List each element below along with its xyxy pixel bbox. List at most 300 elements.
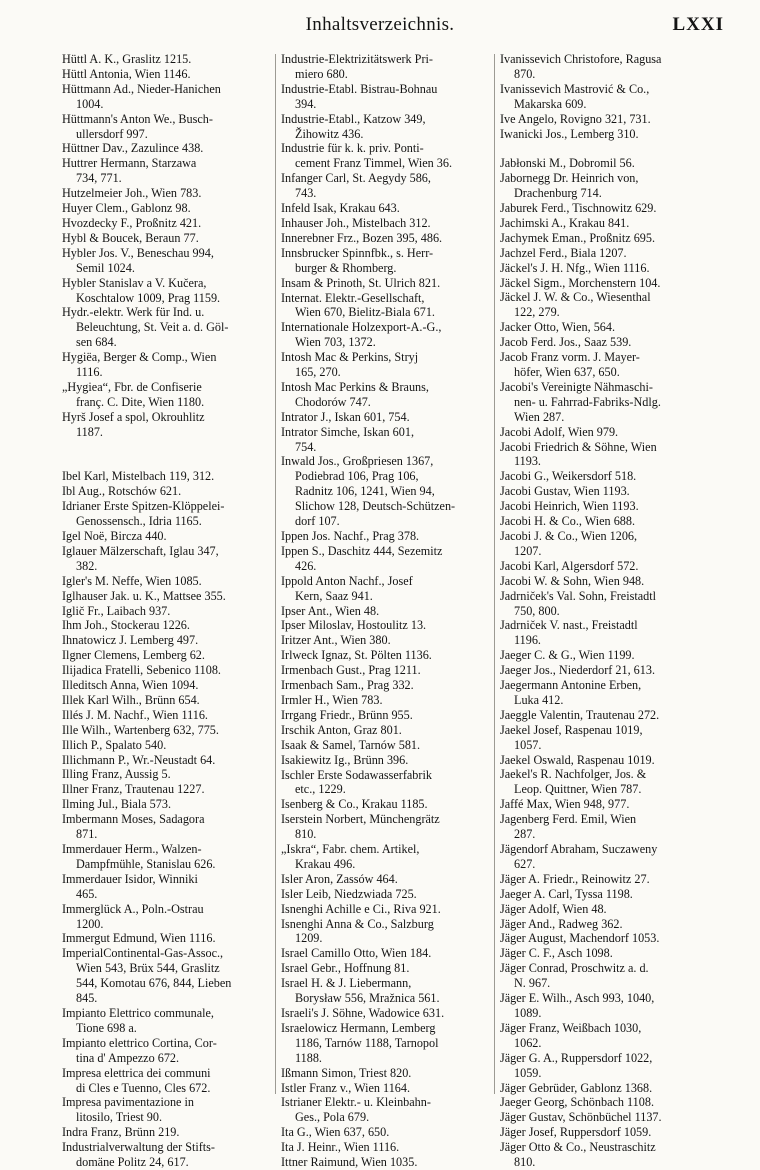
index-entry-line: Hybler Jos. V., Beneschau 994, bbox=[62, 245, 214, 260]
index-entry-line: Illich P., Spalato 540. bbox=[62, 737, 167, 752]
index-entry-line: Impianto elettrico Cortina, Cor- bbox=[62, 1035, 217, 1050]
index-entry bbox=[62, 708, 274, 723]
index-entry bbox=[62, 1066, 274, 1096]
index-columns bbox=[62, 52, 734, 1170]
index-entry-line: Jäger Adolf, Wien 48. bbox=[500, 901, 607, 916]
index-entry bbox=[281, 1006, 493, 1021]
index-entry bbox=[281, 648, 493, 663]
index-entry bbox=[500, 112, 730, 127]
index-entry-line: Jäger G. A., Ruppersdorf 1022, bbox=[500, 1050, 653, 1065]
index-entry-line: Jacobi Gustav, Wien 1193. bbox=[500, 484, 630, 499]
index-entry-continuation: 465. bbox=[76, 886, 98, 901]
index-entry bbox=[500, 1095, 730, 1110]
index-entry-line: Impresa pavimentazione in bbox=[62, 1095, 194, 1110]
index-entry bbox=[281, 917, 493, 947]
index-entry bbox=[62, 872, 274, 902]
index-entry bbox=[62, 1095, 274, 1125]
index-entry-line: Innerebner Frz., Bozen 395, 486. bbox=[281, 230, 443, 245]
index-entry-line: Jäger Gustav, Schönbüchel 1137. bbox=[500, 1110, 662, 1125]
index-entry-line: Israeli's J. Söhne, Wadowice 631. bbox=[281, 1006, 445, 1020]
index-entry-line: Intosh Mac & Perkins, Stryj bbox=[281, 350, 419, 365]
index-entry-line: Hüttl Antonia, Wien 1146. bbox=[62, 66, 191, 81]
index-entry bbox=[281, 529, 493, 544]
index-entry-line: Jaeger Jos., Niederdorf 21, 613. bbox=[500, 663, 656, 678]
index-entry-line: Hüttner Dav., Zazulince 438. bbox=[62, 141, 204, 156]
index-entry bbox=[500, 708, 730, 723]
index-entry-continuation: 1187. bbox=[76, 424, 103, 439]
index-entry bbox=[281, 291, 493, 321]
index-entry-line: Jäger And., Radweg 362. bbox=[500, 916, 623, 931]
index-entry bbox=[500, 484, 730, 499]
index-entry-line: Irmenbach Gust., Prag 1211. bbox=[281, 663, 421, 678]
index-entry-line: Jaeger C. & G., Wien 1199. bbox=[500, 648, 635, 663]
index-entry-line: Illek Karl Wilh., Brünn 654. bbox=[62, 692, 200, 707]
index-entry-line: Jaeggle Valentin, Trautenau 272. bbox=[500, 707, 660, 722]
index-entry bbox=[281, 112, 493, 142]
index-entry bbox=[62, 52, 274, 67]
index-entry bbox=[62, 201, 274, 216]
index-entry-line: Jacob Franz vorm. J. Mayer- bbox=[500, 350, 640, 365]
index-entry-line: Ivanissevich Christofore, Ragusa bbox=[500, 52, 662, 66]
index-entry bbox=[281, 246, 493, 276]
index-entry-line: Hüttl A. K., Graslitz 1215. bbox=[62, 52, 192, 66]
index-entry-continuation: 287. bbox=[514, 827, 536, 842]
index-entry-line: Illichmann P., Wr.-Neustadt 64. bbox=[62, 752, 216, 767]
index-entry bbox=[281, 82, 493, 112]
page-title: Inhaltsverzeichnis. bbox=[305, 14, 455, 35]
index-column-2 bbox=[281, 52, 493, 1170]
index-column-3 bbox=[500, 52, 730, 1170]
index-entry bbox=[281, 618, 493, 633]
index-entry bbox=[281, 961, 493, 976]
index-entry-continuation: 165, 270. bbox=[295, 365, 341, 380]
index-entry-line: Isnenghi Anna & Co., Salzburg bbox=[281, 916, 434, 931]
index-entry bbox=[62, 350, 274, 380]
index-entry-continuation: 810. bbox=[295, 827, 317, 842]
index-entry bbox=[62, 797, 274, 812]
index-entry-line: Jacob Ferd. Jos., Saaz 539. bbox=[500, 335, 632, 350]
index-entry bbox=[62, 723, 274, 738]
index-entry-continuation: Tione 698 a. bbox=[76, 1020, 137, 1035]
index-entry bbox=[62, 633, 274, 648]
index-entry-continuation: Slichow 128, Deutsch-Schützen- bbox=[295, 499, 456, 514]
index-entry bbox=[281, 633, 493, 648]
index-entry-continuation: 870. bbox=[514, 66, 536, 81]
index-entry-line: Jaffé Max, Wien 948, 977. bbox=[500, 797, 630, 812]
index-entry-line: Industrialverwaltung der Stifts- bbox=[62, 1140, 215, 1155]
index-entry bbox=[62, 156, 274, 186]
index-entry bbox=[281, 544, 493, 574]
index-entry bbox=[281, 842, 493, 872]
index-entry bbox=[281, 738, 493, 753]
index-entry bbox=[281, 201, 493, 216]
index-entry-line: Iglič Fr., Laibach 937. bbox=[62, 603, 171, 618]
index-entry bbox=[281, 1081, 493, 1096]
index-entry-line: Isler Leib, Niedzwiada 725. bbox=[281, 886, 417, 901]
index-entry-continuation: ullersdorf 997. bbox=[76, 126, 148, 141]
index-entry-line: Immergut Edmund, Wien 1116. bbox=[62, 931, 216, 946]
index-entry-line: Hvozdecky F., Proßnitz 421. bbox=[62, 215, 202, 230]
index-entry-line: Illés J. M. Nachf., Wien 1116. bbox=[62, 707, 208, 722]
index-entry bbox=[62, 276, 274, 306]
index-entry-line: Infanger Carl, St. Aegydy 586, bbox=[281, 171, 431, 186]
index-entry-line: Jaekel Oswald, Raspenau 1019. bbox=[500, 752, 655, 767]
index-entry bbox=[281, 425, 493, 455]
index-entry-line: Iglauer Mälzerschaft, Iglau 347, bbox=[62, 543, 219, 558]
index-entry-line: Hybl & Boucek, Beraun 77. bbox=[62, 230, 199, 245]
index-entry-line: Ippen S., Daschitz 444, Sezemitz bbox=[281, 543, 443, 558]
index-entry bbox=[281, 350, 493, 380]
index-entry-line: Jadrniček's Val. Sohn, Freistadtl bbox=[500, 588, 656, 603]
index-entry-line: Jacobi Adolf, Wien 979. bbox=[500, 424, 619, 439]
index-entry-line: Ibel Karl, Mistelbach 119, 312. bbox=[62, 469, 215, 484]
index-entry-line: Israel Gebr., Hoffnung 81. bbox=[281, 961, 410, 976]
index-entry-line: Israel H. & J. Liebermann, bbox=[281, 976, 412, 991]
index-entry-line: Jäger E. Wilh., Asch 993, 1040, bbox=[500, 991, 655, 1006]
index-entry-continuation: Krakau 496. bbox=[295, 856, 356, 871]
index-entry-line: Iserstein Norbert, Münchengrätz bbox=[281, 812, 440, 827]
index-entry-continuation: nen- u. Fahrrad-Fabriks-Ndlg. bbox=[514, 394, 661, 409]
index-entry bbox=[500, 440, 730, 470]
index-entry-continuation: 1057. bbox=[514, 737, 542, 752]
index-entry-continuation: Wien 703, 1372. bbox=[295, 335, 376, 350]
index-entry bbox=[281, 410, 493, 425]
index-entry-continuation: Radnitz 106, 1241, Wien 94, bbox=[295, 484, 435, 499]
index-entry bbox=[500, 276, 730, 291]
index-entry bbox=[62, 931, 274, 946]
index-entry-line: Ilijadica Fratelli, Sebenico 1108. bbox=[62, 663, 221, 678]
index-entry-line: Isakiewitz Ig., Brünn 396. bbox=[281, 752, 409, 767]
index-entry-line: Isaak & Samel, Tarnów 581. bbox=[281, 737, 421, 752]
index-entry bbox=[500, 82, 730, 112]
index-entry bbox=[500, 499, 730, 514]
index-entry-line: Industrie-Etabl. Bistrau-Bohnau bbox=[281, 81, 438, 96]
index-entry-continuation: di Cles e Tuenno, Cles 672. bbox=[76, 1080, 211, 1095]
index-entry-continuation: 1188. bbox=[295, 1050, 322, 1065]
index-entry-line: Ibl Aug., Rotschów 621. bbox=[62, 484, 182, 499]
index-entry bbox=[500, 1021, 730, 1051]
page-number: LXXI bbox=[672, 14, 724, 35]
index-entry-line: Hüttmann's Anton We., Busch- bbox=[62, 111, 213, 126]
index-entry-line: Jacobi Heinrich, Wien 1193. bbox=[500, 499, 639, 514]
index-entry-continuation: miero 680. bbox=[295, 66, 348, 81]
index-entry-continuation: 1116. bbox=[76, 365, 103, 380]
index-entry-line: Idrianer Erste Spitzen-Klöppelei- bbox=[62, 499, 225, 514]
index-entry-continuation: domäne Politz 24, 617. bbox=[76, 1155, 189, 1170]
index-entry bbox=[281, 693, 493, 708]
index-entry-continuation: 122, 279. bbox=[514, 305, 560, 320]
page-header bbox=[0, 14, 760, 42]
index-entry-line: Ilgner Clemens, Lemberg 62. bbox=[62, 648, 205, 663]
index-entry-line: Industrie-Etabl., Katzow 349, bbox=[281, 111, 426, 126]
index-entry bbox=[62, 499, 274, 529]
index-entry bbox=[62, 469, 274, 484]
index-entry-line: Jachzel Ferd., Biala 1207. bbox=[500, 245, 627, 260]
index-entry-continuation: Wien 543, Brüx 544, Graslitz bbox=[76, 961, 220, 976]
index-entry-line: Irmler H., Wien 783. bbox=[281, 692, 383, 707]
index-entry bbox=[500, 559, 730, 574]
index-entry bbox=[281, 768, 493, 798]
index-entry-line: Hyrš Josef a spol, Okrouhlitz bbox=[62, 409, 205, 424]
index-entry-continuation: 1089. bbox=[514, 1005, 542, 1020]
index-entry bbox=[281, 887, 493, 902]
index-entry-continuation: Leop. Quittner, Wien 787. bbox=[514, 782, 642, 797]
index-entry-line: Ipser Ant., Wien 48. bbox=[281, 603, 380, 618]
index-entry bbox=[281, 1021, 493, 1066]
index-entry bbox=[500, 917, 730, 932]
index-entry bbox=[281, 320, 493, 350]
index-entry-line: Jacobi Karl, Algersdorf 572. bbox=[500, 558, 639, 573]
index-entry bbox=[62, 1006, 274, 1036]
index-entry-line: Immerdauer Herm., Walzen- bbox=[62, 842, 202, 857]
index-entry-line: Istrianer Elektr.- u. Kleinbahn- bbox=[281, 1095, 431, 1110]
index-entry-line: Ille Wilh., Wartenberg 632, 775. bbox=[62, 722, 219, 737]
index-entry-continuation: 382. bbox=[76, 558, 98, 573]
index-entry bbox=[62, 216, 274, 231]
index-entry bbox=[281, 753, 493, 768]
index-entry-line: Hüttmann Ad., Nieder-Hanichen bbox=[62, 81, 221, 96]
index-entry-continuation: burger & Rhomberg. bbox=[295, 260, 397, 275]
index-entry bbox=[281, 380, 493, 410]
index-entry bbox=[281, 1066, 493, 1081]
index-entry-continuation: franç. C. Dite, Wien 1180. bbox=[76, 394, 205, 409]
index-entry bbox=[500, 231, 730, 246]
index-entry-continuation: litosilo, Triest 90. bbox=[76, 1110, 163, 1125]
index-entry-line: Isenberg & Co., Krakau 1185. bbox=[281, 797, 428, 812]
index-entry-line: Immerglück A., Poln.-Ostrau bbox=[62, 901, 204, 916]
index-entry bbox=[62, 604, 274, 619]
index-entry bbox=[62, 618, 274, 633]
index-entry bbox=[500, 425, 730, 440]
index-entry-line: Indra Franz, Brünn 219. bbox=[62, 1125, 180, 1140]
index-entry bbox=[62, 767, 274, 782]
index-entry bbox=[500, 574, 730, 589]
index-entry bbox=[500, 902, 730, 917]
index-entry bbox=[62, 812, 274, 842]
index-column-1 bbox=[62, 52, 274, 1170]
index-entry bbox=[281, 1095, 493, 1125]
index-entry-continuation: N. 967. bbox=[514, 976, 551, 991]
index-entry bbox=[62, 410, 274, 440]
index-entry-continuation: tina d' Ampezzo 672. bbox=[76, 1050, 180, 1065]
index-entry bbox=[62, 678, 274, 693]
index-entry-line: Huyer Clem., Gablonz 98. bbox=[62, 201, 191, 216]
index-entry-continuation: Žihowitz 436. bbox=[295, 126, 364, 141]
index-entry-continuation: 754. bbox=[295, 439, 317, 454]
index-entry-line: Insam & Prinoth, St. Ulrich 821. bbox=[281, 275, 441, 290]
index-entry-line: Illner Franz, Trautenau 1227. bbox=[62, 782, 205, 797]
index-entry bbox=[281, 797, 493, 812]
index-entry bbox=[62, 663, 274, 678]
index-entry bbox=[500, 1081, 730, 1096]
index-entry-line: Irmenbach Sam., Prag 332. bbox=[281, 678, 414, 693]
index-entry bbox=[500, 648, 730, 663]
index-entry bbox=[62, 693, 274, 708]
index-entry-line: Jäger Conrad, Proschwitz a. d. bbox=[500, 961, 649, 976]
index-entry bbox=[500, 946, 730, 961]
index-entry bbox=[62, 112, 274, 142]
index-entry-line: Jäger Josef, Ruppersdorf 1059. bbox=[500, 1125, 652, 1140]
index-entry bbox=[500, 469, 730, 484]
index-entry bbox=[281, 902, 493, 917]
index-entry-line: Iwanicki Jos., Lemberg 310. bbox=[500, 126, 639, 141]
index-entry bbox=[500, 753, 730, 768]
index-entry-line: Illing Franz, Aussig 5. bbox=[62, 767, 171, 782]
index-entry-line: Inwald Jos., Großpriesen 1367, bbox=[281, 454, 434, 469]
index-entry-line: Ihnatowicz J. Lemberg 497. bbox=[62, 633, 199, 648]
index-entry-line: Jäger Franz, Weißbach 1030, bbox=[500, 1020, 642, 1035]
index-entry-line: Jägendorf Abraham, Suczaweny bbox=[500, 842, 658, 857]
index-entry bbox=[500, 156, 730, 171]
index-entry bbox=[500, 678, 730, 708]
index-entry bbox=[281, 708, 493, 723]
index-entry-continuation: 743. bbox=[295, 186, 317, 201]
index-entry-line: Ita G., Wien 637, 650. bbox=[281, 1125, 390, 1140]
index-entry-line: Ivanissevich Mastrović & Co., bbox=[500, 81, 650, 96]
index-entry bbox=[500, 127, 730, 142]
index-entry bbox=[500, 380, 730, 425]
index-entry-line: Huttrer Hermann, Starzawa bbox=[62, 156, 197, 171]
index-entry-line: Internat. Elektr.-Gesellschaft, bbox=[281, 290, 425, 305]
index-entry-continuation: höfer, Wien 637, 650. bbox=[514, 365, 620, 380]
index-entry-line: Jäger Gebrüder, Gablonz 1368. bbox=[500, 1080, 653, 1095]
index-entry-continuation: 1193. bbox=[514, 454, 541, 469]
index-entry-continuation: Koschtalow 1009, Prag 1159. bbox=[76, 290, 221, 305]
index-entry-continuation: 845. bbox=[76, 991, 98, 1006]
index-entry bbox=[281, 141, 493, 171]
index-entry bbox=[500, 723, 730, 753]
index-entry bbox=[281, 1155, 493, 1170]
index-entry-line: Jäger August, Machendorf 1053. bbox=[500, 931, 660, 946]
index-entry-continuation: Luka 412. bbox=[514, 692, 564, 707]
index-entry-line: „Hygiea“, Fbr. de Confiserie bbox=[62, 379, 202, 394]
index-entry bbox=[500, 320, 730, 335]
index-entry-continuation: etc., 1229. bbox=[295, 782, 346, 797]
index-entry-line: Immerdauer Isidor, Winniki bbox=[62, 871, 198, 886]
index-entry-line: Ihm Joh., Stockerau 1226. bbox=[62, 618, 190, 633]
index-entry bbox=[62, 484, 274, 499]
index-entry bbox=[62, 246, 274, 276]
index-entry-continuation: Podiebrad 106, Prag 106, bbox=[295, 469, 419, 484]
index-entry-line: Hutzelmeier Joh., Wien 783. bbox=[62, 186, 202, 201]
index-entry-line: Jacobi G., Weikersdorf 518. bbox=[500, 469, 637, 484]
index-entry-continuation: Beleuchtung, St. Veit a. d. Göl- bbox=[76, 320, 229, 335]
index-entry-line: Jacobi's Vereinigte Nähmaschi- bbox=[500, 379, 653, 394]
index-entry-line: Hydr.-elektr. Werk für Ind. u. bbox=[62, 305, 205, 320]
index-entry bbox=[62, 738, 274, 753]
index-entry-line: Innsbrucker Spinnfbk., s. Herr- bbox=[281, 245, 434, 260]
index-entry bbox=[281, 976, 493, 1006]
index-entry-line: Igel Noë, Bircza 440. bbox=[62, 528, 167, 543]
index-entry bbox=[500, 52, 730, 82]
index-entry-continuation: 394. bbox=[295, 96, 317, 111]
index-entry-line: Jaeger A. Carl, Tyssa 1198. bbox=[500, 886, 633, 901]
index-entry bbox=[500, 589, 730, 619]
index-entry bbox=[62, 141, 274, 156]
index-entry bbox=[62, 648, 274, 663]
index-entry-line: Internationale Holzexport-A.-G., bbox=[281, 320, 442, 335]
index-entry bbox=[500, 767, 730, 797]
index-entry-continuation: 1196. bbox=[514, 633, 541, 648]
index-entry-line: Jagenberg Ferd. Emil, Wien bbox=[500, 812, 637, 827]
index-entry bbox=[281, 723, 493, 738]
index-entry bbox=[281, 812, 493, 842]
index-entry-line: Israelowicz Hermann, Lemberg bbox=[281, 1020, 436, 1035]
index-entry-continuation: Borysław 556, Mražnica 561. bbox=[295, 991, 440, 1006]
index-entry-continuation: 426. bbox=[295, 558, 317, 573]
index-entry-line: Inhauser Joh., Mistelbach 312. bbox=[281, 215, 431, 230]
index-entry-line: Jacobi H. & Co., Wien 688. bbox=[500, 514, 636, 529]
index-entry bbox=[62, 842, 274, 872]
index-entry-line: Ita J. Heinr., Wien 1116. bbox=[281, 1140, 400, 1155]
index-entry bbox=[500, 335, 730, 350]
index-entry bbox=[500, 842, 730, 872]
index-entry bbox=[500, 216, 730, 231]
index-entry bbox=[62, 67, 274, 82]
index-entry-line: Irschik Anton, Graz 801. bbox=[281, 722, 402, 737]
index-entry-line: Jäger C. F., Asch 1098. bbox=[500, 946, 613, 961]
index-entry-line: Jäckel J. W. & Co., Wiesenthal bbox=[500, 290, 651, 305]
index-entry bbox=[281, 276, 493, 291]
index-entry bbox=[62, 782, 274, 797]
index-entry-line: „Iskra“, Fabr. chem. Artikel, bbox=[281, 842, 420, 857]
index-entry-line: Jäckel Sigm., Morchenstern 104. bbox=[500, 275, 661, 290]
index-entry-continuation: 1200. bbox=[76, 916, 104, 931]
letter-section-gap bbox=[62, 440, 274, 470]
index-entry bbox=[62, 753, 274, 768]
index-entry-line: Ipser Miloslav, Hostoulitz 13. bbox=[281, 618, 427, 633]
index-entry-line: Israel Camillo Otto, Wien 184. bbox=[281, 946, 432, 961]
index-entry-continuation: 1062. bbox=[514, 1035, 542, 1050]
index-entry-line: Ischler Erste Sodawasserfabrik bbox=[281, 767, 432, 782]
index-entry-continuation: 1059. bbox=[514, 1065, 542, 1080]
index-entry bbox=[62, 305, 274, 350]
index-entry-line: Intosh Mac Perkins & Brauns, bbox=[281, 379, 429, 394]
index-entry bbox=[500, 872, 730, 887]
index-entry-continuation: 627. bbox=[514, 856, 536, 871]
index-entry-continuation: Chodorów 747. bbox=[295, 394, 371, 409]
index-entry bbox=[281, 52, 493, 82]
index-entry bbox=[281, 946, 493, 961]
index-entry-line: Istler Franz v., Wien 1164. bbox=[281, 1080, 411, 1095]
index-entry-continuation: Wien 287. bbox=[514, 409, 565, 424]
index-entry-line: Illeditsch Anna, Wien 1094. bbox=[62, 678, 199, 693]
index-entry-continuation: 1209. bbox=[295, 931, 323, 946]
index-entry-line: Jacobi Friedrich & Söhne, Wien bbox=[500, 439, 657, 454]
index-entry bbox=[500, 797, 730, 812]
index-entry bbox=[500, 618, 730, 648]
index-entry bbox=[500, 1051, 730, 1081]
index-entry bbox=[281, 574, 493, 604]
index-entry bbox=[62, 1125, 274, 1140]
index-entry bbox=[281, 231, 493, 246]
index-entry-line: Imbermann Moses, Sadagora bbox=[62, 812, 205, 827]
index-entry bbox=[500, 663, 730, 678]
index-entry-line: Isnenghi Achille e Ci., Riva 921. bbox=[281, 901, 441, 916]
index-entry bbox=[500, 1110, 730, 1125]
index-entry-line: Jabłonski M., Dobromil 56. bbox=[500, 156, 635, 171]
index-entry bbox=[62, 1140, 274, 1170]
index-entry-line: Industrie für k. k. priv. Ponti- bbox=[281, 141, 424, 156]
index-entry bbox=[281, 604, 493, 619]
index-entry bbox=[500, 350, 730, 380]
index-entry bbox=[281, 171, 493, 201]
index-entry bbox=[500, 201, 730, 216]
index-entry bbox=[281, 1140, 493, 1155]
index-entry-line: Igler's M. Neffe, Wien 1085. bbox=[62, 573, 202, 588]
index-entry bbox=[500, 529, 730, 559]
index-entry-line: Jäckel's J. H. Nfg., Wien 1116. bbox=[500, 260, 650, 275]
